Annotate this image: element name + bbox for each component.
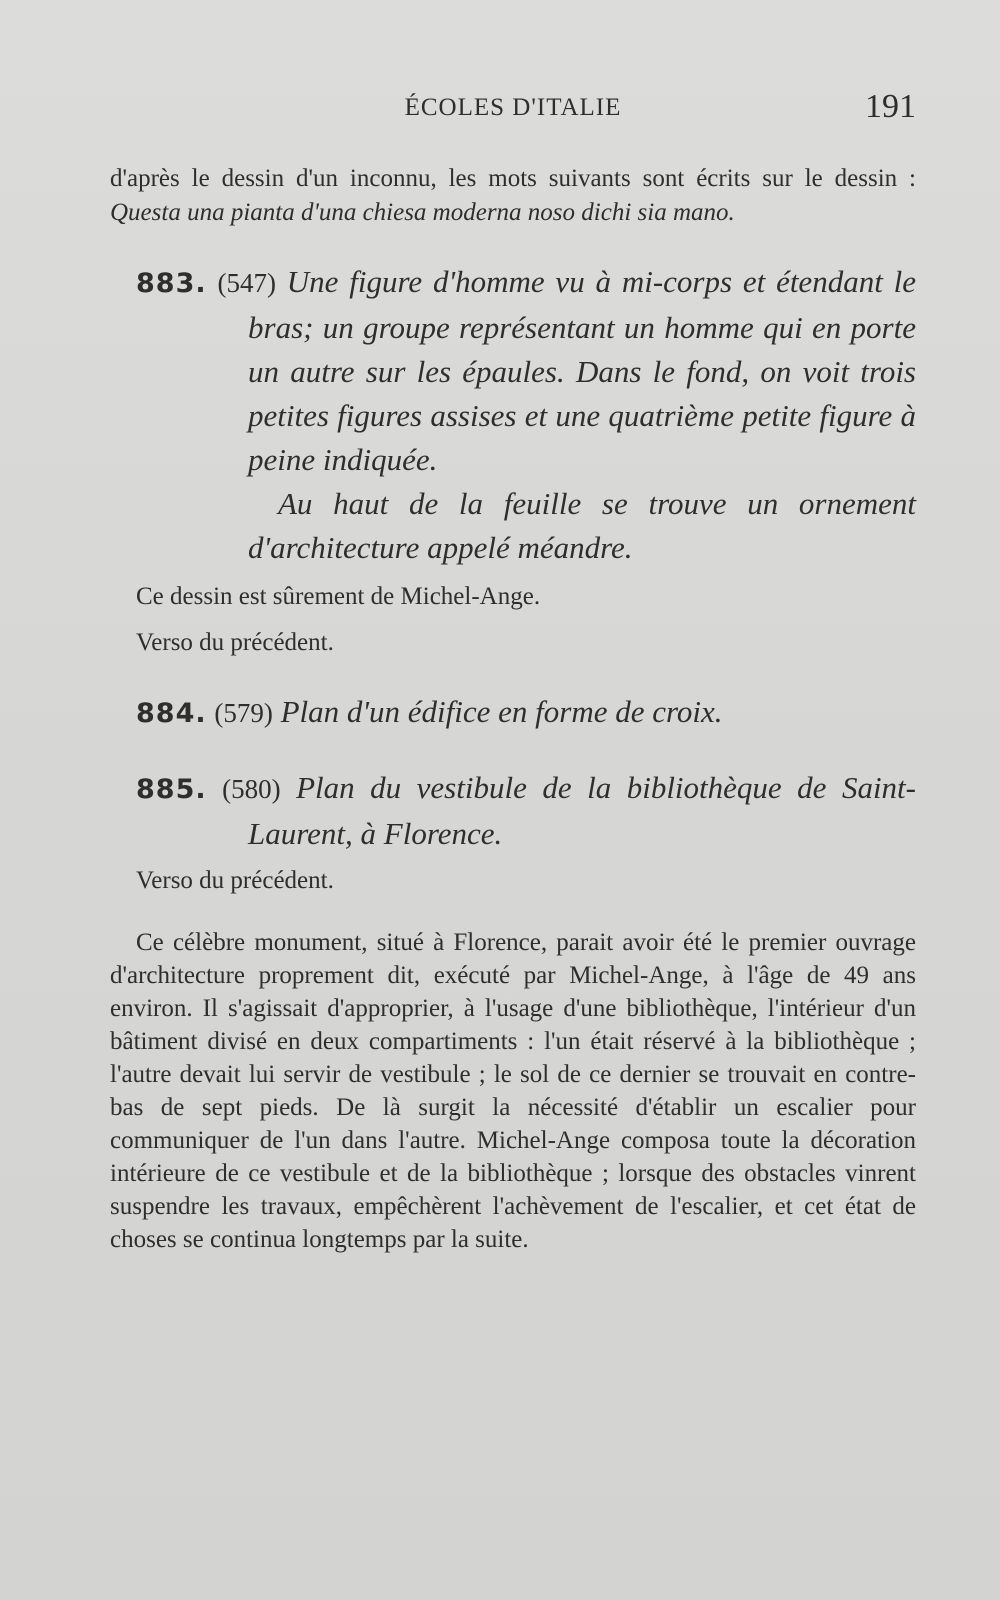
entry-note: Verso du précédent. [136,867,334,894]
entry-text: Plan d'un édifice en forme de croix. [272,694,723,729]
entry-description [110,766,916,856]
page-body [110,162,916,1256]
entry-text: Plan du vestibule de la bibliothèque de Saint-Laurent, à Florence. [248,770,916,851]
catalogue-entry-884 [110,690,916,736]
intro-text: d'après le dessin d'un inconnu, les mots suivants sont écrits sur le dessin : [110,165,916,192]
entry-reference: (547) [217,268,276,298]
catalogue-entry-883 [110,260,916,660]
entry-description [110,260,916,482]
entry-number: 884. [136,698,207,729]
catalogue-entry-885 [110,766,916,898]
entry-reference: (579) [214,698,273,728]
entry-number: 883. [136,268,207,299]
entry-note: Verso du précédent. [136,629,334,656]
entry-note: Ce dessin est sûrement de Michel-Ange. [136,583,541,610]
entry-number: 885. [136,774,207,805]
intro-quote: Questa una pianta d'una chiesa moderna noso dichi sia mano. [110,199,735,226]
entry-reference: (580) [222,774,281,804]
running-header [110,88,916,128]
page-number: 191 [865,88,916,125]
intro-paragraph [110,162,916,230]
entry-description [110,690,916,736]
running-title: ÉCOLES D'ITALIE [404,94,622,121]
entry-text: Une figure d'homme vu à mi-corps et étendant le bras; un groupe représentant un homme qui en porte un autre sur les épaules. Dans le fond, on voit trois petites figures assises et une quatrième petite figure à peine indiquée. [248,264,917,477]
entry-continuation: Au haut de la feuille se trouve un ornement d'architecture appelé méandre. [248,486,916,565]
commentary-paragraph: Ce célèbre monument, situé à Florence, parait avoir été le premier ouvrage d'architecture proprement dit, exécuté par Michel-Ange, à l'âge de 49 ans environ. Il s'agissait d'approprier, à l'usage d'une bibliothèque, l'intérieur d'un bâtiment divisé en deux compartiments : l'un était réservé à la bibliothèque ; l'autre devait lui servir de vestibule ; le sol de ce dernier se trouvait en contre-bas de sept pieds. De là surgit la nécessité d'établir un escalier pour communiquer de l'un dans l'autre. Michel-Ange composa toute la décoration intérieure de ce vestibule et de la bibliothèque ; lorsque des obstacles vinrent suspendre les travaux, empêchèrent l'achèvement de l'escalier, et cet état de choses se continua longtemps par la suite. [110,929,916,1253]
